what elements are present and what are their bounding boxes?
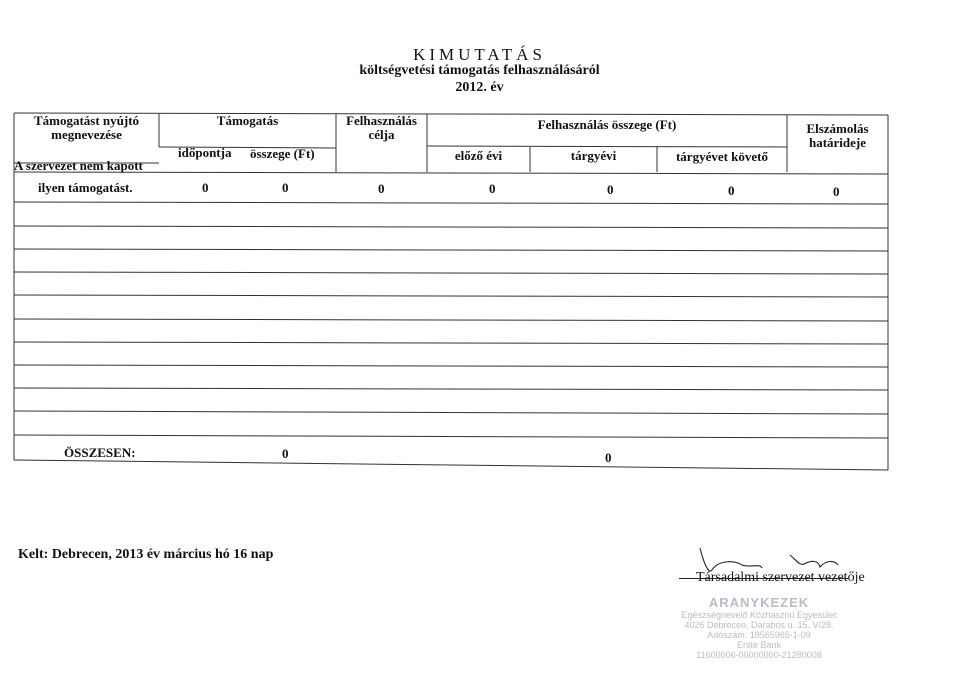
column-header-prev-year: előző évi xyxy=(454,148,503,163)
column-header-used-amount: Felhasználás összege (Ft) xyxy=(537,117,677,132)
organization-stamp: ARANYKEZEK Egészségnevelő Közhasznú Egyesület 4026 Debrecen, Darabos u. 15. V/28. Adószám: 18565965-1-09 Erste Bank 11600006-00000000-21280008 xyxy=(681,595,837,660)
table-cell-next-year: 0 xyxy=(728,183,735,198)
column-header-support-amount: összege (Ft) xyxy=(250,146,315,161)
column-header-deadline: Elszámolás határideje xyxy=(806,121,869,150)
signature-title: Társadalmi szervezet vezetője xyxy=(696,570,865,585)
column-header-next-year: tárgyévet követő xyxy=(675,149,769,164)
column-header-support-date: időpontja xyxy=(178,145,232,160)
no-support-note-line2: ilyen támogatást. xyxy=(38,180,133,195)
total-used: 0 xyxy=(605,450,612,465)
table-cell-prev-year: 0 xyxy=(489,181,496,196)
column-header-current-year: tárgyévi xyxy=(570,148,617,163)
document-title: KIMUTATÁS xyxy=(413,45,546,64)
no-support-note-line1: A szervezet nem kapott xyxy=(14,158,143,173)
document-subtitle: költségvetési támogatás felhasználásáról xyxy=(359,63,600,78)
table-cell-deadline: 0 xyxy=(833,184,840,199)
table-cell-support-date: 0 xyxy=(202,180,209,195)
place-date: Kelt: Debrecen, 2013 év március hó 16 nap xyxy=(18,547,274,562)
column-header-purpose: Felhasználás célja xyxy=(346,113,417,142)
column-header-support: Támogatás xyxy=(216,113,279,128)
column-header-provider: Támogatást nyújtó megnevezése xyxy=(33,113,140,142)
document-year: 2012. év xyxy=(455,80,504,95)
table-cell-current-year: 0 xyxy=(607,182,614,197)
total-label: ÖSSZESEN: xyxy=(64,445,136,460)
total-amount: 0 xyxy=(282,446,289,461)
table-cell-purpose: 0 xyxy=(378,181,385,196)
table-cell-support-amount: 0 xyxy=(282,180,289,195)
